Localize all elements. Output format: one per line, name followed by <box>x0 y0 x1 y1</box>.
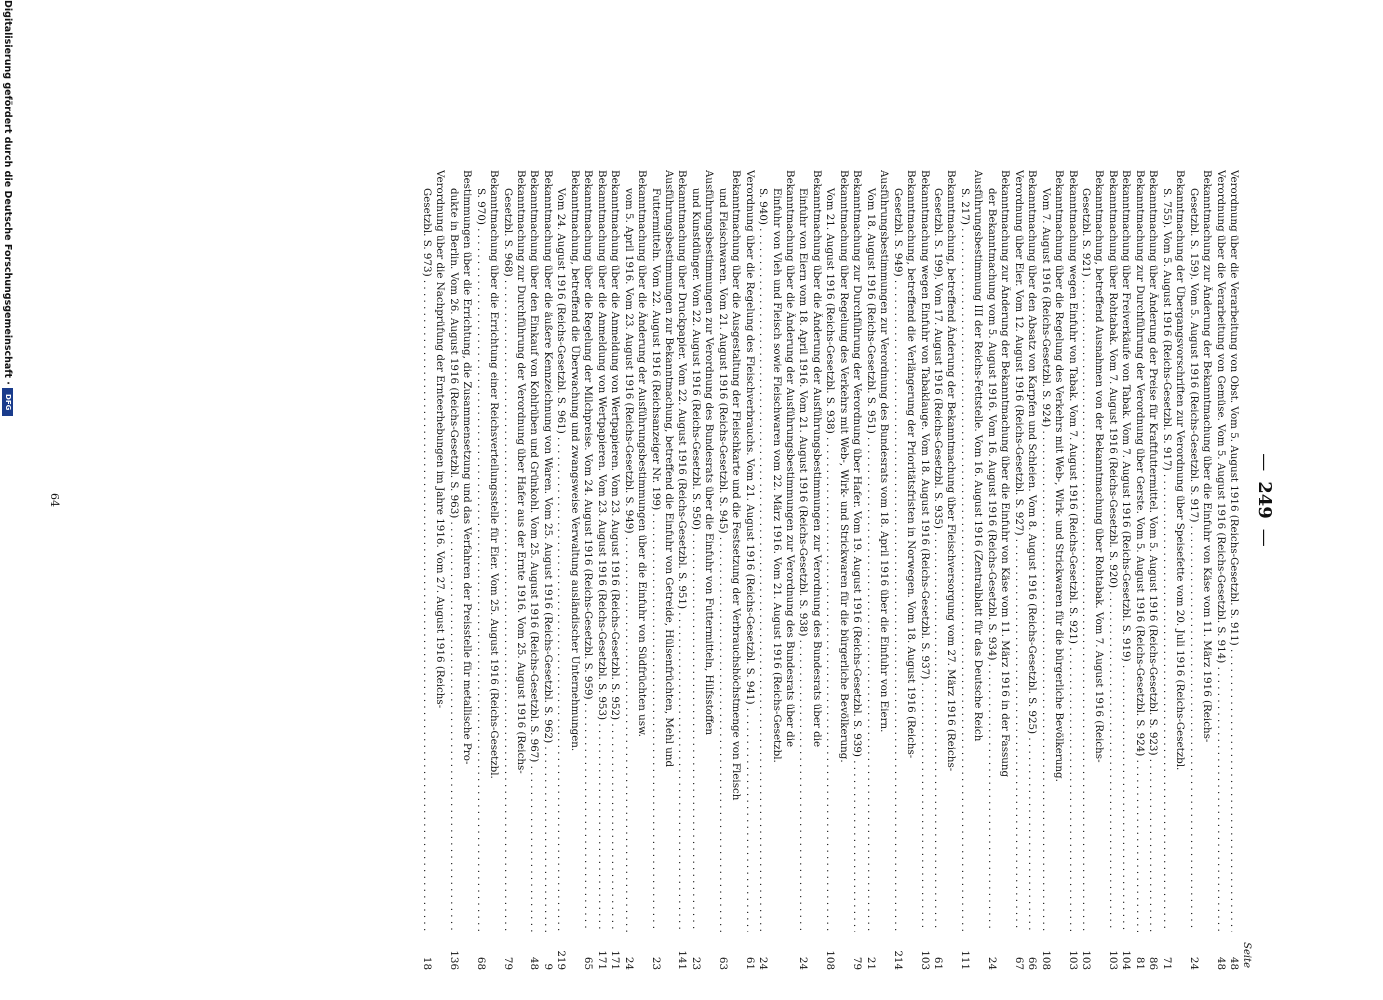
entry-line: Bekanntmachung wegen Einfuhr von Tabak. Vom 7. August 1916 (Reichs-Gesetzbl. S. 921) . . . <box>1065 170 1078 932</box>
footer-separator: · <box>2 377 13 389</box>
entry-page-number: 141 <box>675 932 688 970</box>
entry-page-number: 66 <box>1025 932 1038 970</box>
entry-page-number: 171 <box>608 932 621 970</box>
entry-line: Bekanntmachung über die Errichtung einer Reichsverteilungsstelle für Eier. Vom 25. August 1916 (Reichs-Gesetzbl. <box>488 170 501 779</box>
index-entry <box>554 170 581 970</box>
index-entry <box>1105 170 1118 970</box>
entry-page-number: 86 <box>1146 932 1159 970</box>
entry-text <box>823 170 850 932</box>
index-entry <box>742 170 755 970</box>
index-entry <box>648 170 675 970</box>
entry-page-number: 61 <box>742 932 755 970</box>
entry-page-number: 9 <box>540 932 553 970</box>
entry-line: Bekanntmachung zur Durchführung der Verordnung über Hafer aus der Ernte 1916. Vom 25. August 1916 (Reichs- <box>514 170 527 774</box>
entry-line: und Fleischwaren. Vom 21. August 1916 (Reichs-Gesetzbl. S. 945) . . . <box>715 170 728 932</box>
entry-text <box>1119 170 1132 932</box>
entry-line: Ausführungsbestimmung III der Reichs-Fettstelle. Vom 16. August 1916 (Zentralblatt für das Deutsche Reich <box>972 170 985 742</box>
entry-page-number: 61 <box>931 932 944 970</box>
header-dash-left: — <box>1254 453 1275 472</box>
entry-text <box>594 170 607 932</box>
entry-line: Gesetzbl. S. 921) . . . <box>1079 170 1092 932</box>
entry-text <box>1105 170 1118 932</box>
digitization-footer <box>2 0 13 1000</box>
entry-line: Bekanntmachung über die Regelung des Verkehrs mit Web-, Wirk- und Strickwaren für die bürgerliche Bevölkerung. <box>1053 170 1066 782</box>
entry-page-number: 24 <box>984 932 997 970</box>
entry-page-number: 67 <box>1011 932 1024 970</box>
page-number: 249 <box>1254 481 1275 519</box>
entry-line: Bekanntmachung zur Durchführung der Verordnung über Gerste. Vom 5. August 1916 (Reichs-Gesetzbl. S. 924) . . . <box>1132 170 1145 932</box>
entry-text <box>581 170 594 932</box>
entry-text <box>675 170 688 932</box>
index-entry <box>1159 170 1186 970</box>
entry-page-number: 79 <box>850 932 863 970</box>
entry-text <box>863 170 890 932</box>
entry-line: Bestimmungen über die Errichtung, die Zusammensetzung und das Verfahren der Preisstelle für metallische Pro- <box>461 170 474 765</box>
index-entry <box>1038 170 1065 970</box>
entry-line: Ausführungsbestimmungen zur Verordnung des Bundesrats über die Einfuhr von Futtermitteln, Hilfsstoffen <box>703 170 716 735</box>
entry-line: Bekanntmachung über die Anmeldung von Wertpapieren. Vom 23. August 1916 (Reichs-Gesetzbl. S. 953) . . . <box>594 170 607 932</box>
index-entries <box>419 170 1240 970</box>
index-entry <box>1011 170 1024 970</box>
entry-text <box>1011 170 1024 932</box>
index-entry <box>621 170 648 970</box>
index-entry <box>984 170 1011 970</box>
entry-text <box>446 170 473 932</box>
index-entry <box>1079 170 1106 970</box>
entry-text <box>554 170 581 932</box>
entry-text <box>1079 170 1106 932</box>
entry-text <box>1186 170 1213 932</box>
entry-page-number: 136 <box>446 932 459 970</box>
entry-text <box>1038 170 1065 932</box>
entry-page-number: 71 <box>1159 932 1172 970</box>
entry-page-number: 81 <box>1132 932 1145 970</box>
entry-line: Bekanntmachung zur Änderung der Bekanntmachung über die Einfuhr von Käse vom 11. März 1916 in der Fassung <box>999 170 1012 778</box>
entry-text <box>984 170 1011 932</box>
entry-page-number: 18 <box>419 932 432 970</box>
entry-line: Ausführungsbestimmungen zur Bekanntmachung, betreffend die Einfuhr von Getreide, Hülsenfrüchten, Mehl und <box>662 170 675 768</box>
entry-text <box>917 170 930 932</box>
entry-page-number: 219 <box>554 932 567 970</box>
index-entry <box>1186 170 1213 970</box>
entry-line: Bekanntmachung über die Anmeldung von Wertpapieren. Vom 23. August 1916 (Reichs-Gesetzbl. S. 952) . . . <box>608 170 621 932</box>
entry-line: Vom 24. August 1916 (Reichs-Gesetzbl. S. 961) . . . <box>554 170 567 932</box>
index-entry <box>594 170 607 970</box>
entry-text <box>608 170 621 932</box>
entry-line: Bekanntmachung über die Änderung der Ausführungsbestimmungen zur Verordnung des Bundesrats über die <box>784 170 797 748</box>
entry-text <box>688 170 715 932</box>
entry-page-number: 48 <box>527 932 540 970</box>
entry-page-number: 23 <box>648 932 661 970</box>
entry-page-number: 21 <box>863 932 876 970</box>
index-entry <box>581 170 594 970</box>
entry-page-number: 48 <box>1213 932 1226 970</box>
index-entry <box>540 170 553 970</box>
index-entry <box>850 170 863 970</box>
index-entry <box>756 170 796 970</box>
entry-text <box>1025 170 1038 932</box>
entry-line: Verordnung über die Verarbeitung von Obst. Vom 5. August 1916 (Reichs-Gesetzbl. S. 911) . . . <box>1227 170 1240 932</box>
entry-line: Gesetzbl. S. 199). Vom 17. August 1916 (Reichs-Gesetzbl. S. 935) . . . <box>931 170 944 932</box>
entry-page-number: 68 <box>473 932 486 970</box>
entry-text <box>1213 170 1226 932</box>
entry-line: Bekanntmachung über Rohtabak. Vom 7. August 1916 (Reichs-Gesetzbl. S. 920) . . . <box>1105 170 1118 932</box>
entry-line: Bekanntmachung, betreffend die Verlängerung der Prioritätsfristen in Norwegen. Vom 18. August 1916 (Reichs- <box>905 170 918 759</box>
entry-text <box>500 170 527 932</box>
entry-page-number: 111 <box>957 932 970 970</box>
entry-text <box>1132 170 1145 932</box>
entry-line: Bekanntmachung, betreffend die Überwachung und zwangsweise Verwaltung ausländischer Unternehmungen. <box>568 170 581 752</box>
entry-text <box>1159 170 1186 932</box>
header-dash-right: — <box>1254 528 1275 547</box>
entry-page-number: 24 <box>796 932 809 970</box>
index-entry <box>1146 170 1159 970</box>
index-entry <box>1227 170 1240 970</box>
printer-signature: 64 <box>48 493 61 507</box>
page-header <box>1254 0 1275 1000</box>
entry-page-number: 63 <box>715 932 728 970</box>
entry-line: Bekanntmachung wegen Einfuhr von Tabaklauge. Vom 18. August 1916 (Reichs-Gesetzbl. S. 937) . . . <box>917 170 930 932</box>
entry-line: Gesetzbl. S. 159). Vom 5. August 1916 (Reichs-Gesetzbl. S. 917) . . . <box>1186 170 1199 932</box>
index-entry <box>473 170 500 970</box>
entry-text <box>540 170 553 932</box>
entry-page-number: 65 <box>581 932 594 970</box>
entry-text <box>527 170 540 932</box>
index-entry <box>675 170 688 970</box>
entry-line: Einfuhr von Eiern vom 18. April 1916. Vom 21. August 1916 (Reichs-Gesetzbl. S. 938) . . . <box>796 170 809 932</box>
entry-line: Bekanntmachung über Regelung des Verkehrs mit Web-, Wirk- und Strickwaren für die bürgerliche Bevölkerung. <box>837 170 850 763</box>
entry-line: Einfuhr von Vieh und Fleisch sowie Fleischwaren vom 22. März 1916. Vom 21. August 1916 (Reichs-Gesetzbl. <box>770 188 783 763</box>
entry-line: Verordnung über die Verarbeitung von Gemüse. Vom 5. August 1916 (Reichs-Gesetzbl. S. 914) . . . <box>1213 170 1226 932</box>
entry-page-number: 103 <box>917 932 930 970</box>
entry-line: Gesetzbl. S. 949) . . . <box>890 170 903 932</box>
entry-line: Gesetzbl. S. 973) . . . <box>419 170 432 932</box>
entry-line: Gesetzbl. S. 968) . . . <box>500 170 513 932</box>
entry-line: Bekanntmachung über die äußere Kennzeichnung von Waren. Vom 25. August 1916 (Reichs-Gesetzbl. S. 962) . . . <box>540 170 553 932</box>
entry-page-number: 108 <box>823 932 836 970</box>
entry-line: Verordnung über die Regelung des Fleischverbrauchs. Vom 21. August 1916 (Reichs-Gesetzbl. S. 941) . . . <box>742 170 755 932</box>
index-entry <box>823 170 850 970</box>
entry-line: Verordnung über die Nachprüfung der Ernteerhebungen im Jahre 1916. Vom 27. August 1916 (Reichs- <box>434 170 447 709</box>
entry-page-number: 103 <box>1105 932 1118 970</box>
entry-text <box>473 170 500 932</box>
entry-page-number: 79 <box>500 932 513 970</box>
index-entry <box>608 170 621 970</box>
index-entry <box>715 170 742 970</box>
entry-text <box>1146 170 1159 932</box>
entry-text <box>756 170 796 932</box>
entry-text <box>1227 170 1240 932</box>
entry-text <box>890 170 917 932</box>
entry-line: Bekanntmachung über die Änderung der Ausführungsbestimmungen zur Verordnung des Bundesrats über die <box>810 170 823 748</box>
index-entry <box>931 170 958 970</box>
entry-page-number: 103 <box>1065 932 1078 970</box>
entry-line: S. 940) . . . <box>756 170 769 932</box>
entry-page-number: 24 <box>1186 932 1199 970</box>
entry-page-number: 171 <box>594 932 607 970</box>
index-entry <box>500 170 527 970</box>
entry-line: Vom 21. August 1916 (Reichs-Gesetzbl. S. 938) . . . <box>823 170 836 932</box>
index-entry <box>688 170 715 970</box>
entry-line: Bekanntmachung, betreffend Änderung der Bekanntmachung über Fleischversorgung vom 27. März 1916 (Reichs- <box>945 170 958 772</box>
dfg-logo-icon: DFG <box>2 388 13 416</box>
entry-line: Bekanntmachung über die Änderung der Ausführungsbestimmungen über die Einfuhr von Südfrüchten usw. <box>636 170 649 737</box>
entry-text <box>850 170 863 932</box>
index-entry <box>1213 170 1226 970</box>
seite-column-label: Seite <box>1241 942 1252 968</box>
entry-line: S. 755). Vom 5. August 1916 (Reichs-Gesetzbl. S. 917) . . . <box>1159 170 1172 932</box>
entry-line: Vom 18. August 1916 (Reichs-Gesetzbl. S. 951) . . . <box>863 170 876 932</box>
entry-text <box>715 170 742 932</box>
entry-text <box>957 170 984 932</box>
index-entry <box>957 170 984 970</box>
entry-line: und Kunstdünger. Vom 22. August 1916 (Reichs-Gesetzbl. S. 950) . . . <box>688 170 701 932</box>
entry-text <box>796 170 823 932</box>
entry-page-number: 23 <box>688 932 701 970</box>
entry-line: der Bekanntmachung vom 5. August 1916. Vom 16. August 1916 (Reichs-Gesetzbl. S. 934) . . . <box>984 170 997 932</box>
entry-line: Bekanntmachung zur Durchführung der Verordnung über Hafer. Vom 19. August 1916 (Reichs-Gesetzbl. S. 939) . . . <box>850 170 863 932</box>
entry-line: Bekanntmachung über Freiverkäufe von Tabak. Vom 7. August 1916 (Reichs-Gesetzbl. S. 919) . . . <box>1119 170 1132 932</box>
index-entry <box>917 170 930 970</box>
entry-line: Bekanntmachung über die Regelung der Milchpreise. Vom 24. August 1916 (Reichs-Gesetzbl. S. 959) . . . <box>581 170 594 932</box>
entry-text <box>742 170 755 932</box>
entry-page-number: 214 <box>890 932 903 970</box>
index-entry <box>863 170 890 970</box>
entry-page-number: 104 <box>1119 932 1132 970</box>
index-entry <box>890 170 917 970</box>
entry-text <box>648 170 675 932</box>
entry-line: Bekanntmachung, betreffend Ausnahmen von der Bekanntmachung über Rohtabak. Vom 7. August 1916 (Reichs- <box>1093 170 1106 763</box>
entry-line: Bekanntmachung über den Absatz von Karpfen und Schleien. Vom 8. August 1916 (Reichs-Gesetzbl. S. 925) . . . <box>1025 170 1038 932</box>
entry-text <box>621 170 648 932</box>
entry-line: Bekanntmachung über den Einkauf von Kohlrüben und Grünkohl. Vom 25. August 1916 (Reichs-Gesetzbl. S. 967) . . . <box>527 170 540 932</box>
index-entry <box>796 170 823 970</box>
entry-line: Bekanntmachung der Übergangsvorschriften zur Verordnung über Speisefette vom 20. Juli 1916 (Reichs-Gesetzbl. <box>1174 170 1187 771</box>
entry-text <box>419 170 446 932</box>
entry-line: S. 217) . . . <box>957 170 970 932</box>
entry-line: Vom 7. August 1916 (Reichs-Gesetzbl. S. 924) . . . <box>1038 170 1051 932</box>
entry-line: Bekanntmachung über die Ausgestaltung der Fleischkarte und die Festsetzung der Verbrauchshöchstmenge von Fleisch <box>730 170 743 801</box>
index-entry <box>1025 170 1038 970</box>
index-entry <box>1132 170 1145 970</box>
entry-page-number: 103 <box>1079 932 1092 970</box>
entry-page-number: 24 <box>756 932 769 970</box>
entry-page-number: 24 <box>621 932 634 970</box>
entry-line: S. 970) . . . <box>473 170 486 932</box>
entry-line: Bekanntmachung über Druckpapier. Vom 22. August 1916 (Reichs-Gesetzbl. S. 951) . . . <box>675 170 688 932</box>
index-entry <box>419 170 446 970</box>
entry-line: Bekanntmachung über Änderung der Preise für Kraftfuttermittel. Vom 5. August 1916 (Reichs-Gesetzbl. S. 923) . . . <box>1146 170 1159 932</box>
entry-page-number: 108 <box>1038 932 1051 970</box>
entry-line: dukte in Berlin. Vom 26. August 1916 (Reichs-Gesetzbl. S. 963) . . . <box>446 170 459 932</box>
entry-line: Futtermitteln. Vom 22. August 1916 (Reichsanzeiger Nr. 199) . . . <box>648 170 661 932</box>
entry-line: Bekanntmachung zur Änderung der Bekanntmachung über die Einfuhr von Käse vom 11. März 1916 (Reichs- <box>1201 170 1214 743</box>
index-entry <box>1065 170 1078 970</box>
entry-line: Ausführungsbestimmungen zur Verordnung des Bundesrats vom 18. April 1916 über die Einfuhr von Eiern. <box>878 170 891 733</box>
entry-page-number: 48 <box>1227 932 1240 970</box>
entry-line: vom 5. April 1916. Vom 23. August 1916 (Reichs-Gesetzbl. S. 949) . . . <box>621 170 634 932</box>
entry-text <box>931 170 958 932</box>
footer-text: Digitalisierung gefördert durch die Deutsche Forschungsgemeinschaft <box>2 0 13 378</box>
index-entry <box>527 170 540 970</box>
entry-line: Verordnung über Eier. Vom 12. August 1916 (Reichs-Gesetzbl. S. 927) . . . <box>1011 170 1024 932</box>
index-entry <box>446 170 473 970</box>
index-entry <box>1119 170 1132 970</box>
entry-text <box>1065 170 1078 932</box>
